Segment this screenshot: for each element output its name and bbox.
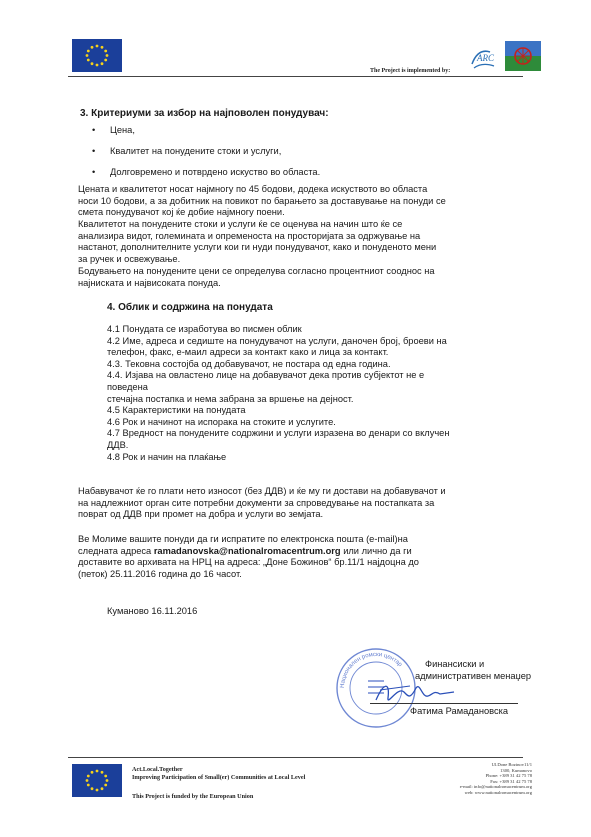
- place-date: Куманово 16.11.2016: [107, 606, 198, 616]
- paragraph-price: Бодувањето на понудените цени се определува согласно процентниот сооднос на најниската и највисоката понуда.: [78, 266, 435, 288]
- signature-role: Финансиски и административен менаџер: [415, 659, 532, 681]
- list-item: 4.3. Тековна состојба од добавувачот, не постара од една година.: [107, 358, 391, 369]
- section3-title: 3. Критериуми за избор на најповолен понудувач:: [80, 108, 329, 119]
- section4-title: 4. Облик и содржина на понудата: [107, 302, 273, 313]
- roma-flag-logo: [505, 41, 541, 71]
- footer-project-text: Act.Local.Together Improving Participation of Small(er) Communities at Local Level This Project is funded by the European Union: [132, 766, 306, 800]
- list-item: 4.7 Вредност на понудените содржини и услуги изразена во денари со вклучен: [107, 428, 450, 439]
- list-item: 4.8 Рок и начин на плаќање: [107, 451, 227, 462]
- list-item: телефон, факс, е-маил адреси за контакт како и лица за контакт.: [107, 347, 389, 358]
- paragraph-scoring: Цената и квалитетот носат најмногу по 45 бодови, додека искуството во областа носи 10 бодови, а за добитник на повикот по барањето за доставување на понуди се смета понудувачот кој ќе добие најмногу поени.: [78, 184, 446, 218]
- paragraph-vat: Набавувачот ќе го плати нето износот (без ДДВ) и ќе му ги достави на добавувачот и на надлежниот орган сите потребни документи за спроведување на постапката за поврат од ДДВ при промет на добра и услуги во земјата.: [78, 486, 446, 520]
- footer-contact: Ul.Done Bozinov11/1 1300, Kumanovo Phone: +389 31 42 75 78 Fax: +389 31 42 75 78 e-mail: info@nationalromacentrum.org web: www.nationalromacentrum.org: [459, 762, 532, 795]
- list-item: 4.6 Рок и начинот на испорака на стоките и услугите.: [107, 416, 336, 427]
- list-item: 4.2 Име, адреса и седиште на понудувачот на услуги, даночен број, броеви на: [107, 335, 447, 346]
- implemented-by-text: The Project is implemented by:: [370, 68, 451, 74]
- bullet-item: • Цена,: [92, 125, 135, 135]
- list-item: поведена: [107, 381, 148, 392]
- handwritten-signature: [370, 676, 460, 710]
- arc-logo: [468, 44, 498, 74]
- signature-line: [370, 703, 518, 704]
- footer-divider: [68, 757, 523, 758]
- list-item: 4.5 Карактеристики на понудата: [107, 405, 246, 416]
- header-divider: [68, 76, 523, 77]
- offer-content-list: [107, 324, 537, 463]
- eu-flag-footer-logo: [72, 764, 122, 797]
- email-link[interactable]: ramadanovska@nationalromacentrum.org: [153, 545, 341, 556]
- bullet-item: • Квалитет на понудените стоки и услуги,: [92, 146, 282, 156]
- eu-flag-logo: [72, 39, 122, 72]
- list-item: 4.1 Понудата се изработува во писмен облик: [107, 324, 302, 334]
- arc-logo-text: ARC: [477, 53, 494, 63]
- stamp-text: Национален ромски центар: [339, 651, 403, 689]
- list-item: стечајна постапка и нема забрана за вршење на дејност.: [107, 393, 354, 404]
- paragraph-submission: Ве Молиме вашите понуди да ги испратите по електронска пошта (e-mail)на следната адреса ramadanovska@nationalromacentrum.org или лично да ги доставите во архивата на НРЦ на адреса: „Доне Божинов“ бр.11/1 најдоцна до (петок) 25.11.2016 година до 16 часот.: [78, 534, 419, 579]
- list-item: 4.4. Изјава на овластено лице на добавувачот дека против субјектот не е: [107, 370, 425, 381]
- bullet-item: • Долговремено и потврдено искуство во областа.: [92, 167, 321, 177]
- signatory-name: Фатима Рамадановска: [410, 706, 509, 716]
- list-item: ДДВ.: [107, 439, 129, 450]
- paragraph-quality: Квалитетот на понудените стоки и услуги ќе се оценува на начин што ќе се анализира видот, големината и опременоста на просторијата за одржување на настанот, дополнителните услуги кои ги нуди понудувачот, како и понуденото мени за ручек и освежување.: [78, 219, 437, 264]
